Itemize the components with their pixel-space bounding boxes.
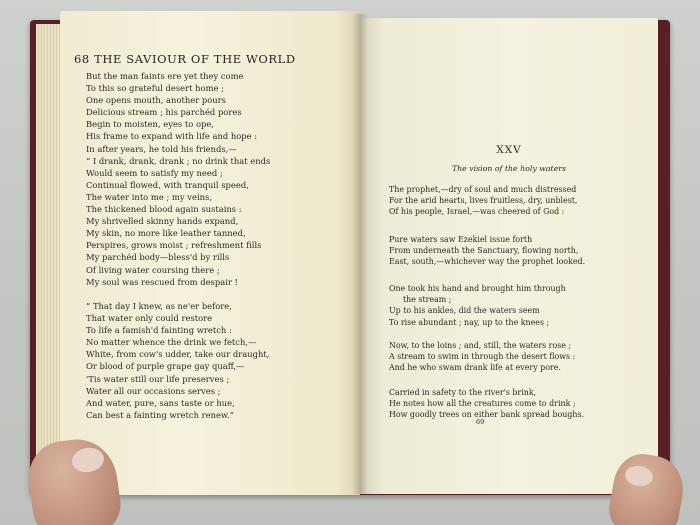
right-stanza-2 (389, 234, 585, 268)
verse-line: My shrivelled skinny hands expand, (86, 216, 239, 227)
right-stanza-1 (389, 184, 577, 218)
verse-line: But the man faints ere yet they come (86, 71, 244, 81)
verse-line: His frame to expand with life and hope : (86, 131, 258, 142)
verse-line: He notes how all the creatures come to drink ; (389, 399, 576, 409)
verse-line: Can best a fainting wretch renew.” (86, 409, 235, 420)
verse-line: One opens mouth, another pours (86, 95, 226, 106)
verse-line: To life a famish'd fainting wretch : (86, 325, 232, 336)
verse-line: Or blood of purple grape gay quaff,— (86, 361, 245, 372)
verse-line: The prophet,—dry of soul and much distressed (389, 185, 577, 194)
verse-line: A stream to swim in through the desert flows : (389, 352, 576, 362)
verse-line: In after years, he told his friends,— (86, 143, 237, 154)
verse-line: Of his people, Israel,—was cheered of God : (389, 207, 565, 217)
verse-line: Pure waters saw Ezekiel issue forth (389, 235, 533, 244)
verse-line: White, from cow's udder, take our draught, (86, 349, 270, 360)
left-stanza-2 (86, 300, 269, 421)
verse-line: Up to his ankles, did the waters seem (389, 306, 540, 316)
right-stanza-3 (389, 283, 566, 328)
verse-line: For the arid hearts, lives fruitless, dry, unblest, (389, 196, 578, 206)
running-head: 68 THE SAVIOUR OF THE WORLD (74, 52, 296, 66)
left-stanza-1 (86, 70, 270, 288)
right-stanza-4 (389, 340, 575, 374)
verse-line: Now, to the loins ; and, still, the waters rose ; (389, 341, 572, 350)
page-number: 69 (476, 418, 485, 426)
verse-line: My skin, no more like leather tanned, (86, 228, 246, 239)
section-title: The vision of the holy waters (451, 164, 567, 173)
verse-line: the stream ; (403, 295, 452, 305)
verse-line: Perspires, grows moist ; refreshment fills (86, 240, 262, 251)
verse-line: That water only could restore (86, 313, 213, 324)
verse-line: How goodly trees on either bank spread boughs. (389, 410, 585, 420)
verse-line: Of living water coursing there ; (86, 264, 220, 275)
verse-line: “ That day I knew, as ne'er before, (86, 301, 232, 311)
verse-line: “ I drank, drank, drank ; no drink that ends (86, 155, 271, 166)
verse-line: To this so grateful desert home ; (86, 83, 224, 94)
verse-line: East, south,—whichever way the prophet looked. (389, 257, 586, 267)
verse-line: And he who swam drank life at every pore. (389, 363, 561, 373)
verse-line: Water all our occasions serves ; (86, 385, 221, 396)
verse-line: Would seem to satisfy my need ; (86, 167, 223, 178)
verse-line: And water, pure, sans taste or hue, (86, 397, 235, 408)
section-number: XXV (496, 144, 522, 156)
page-edges (36, 24, 62, 490)
verse-line: The water into me ; my veins, (86, 191, 212, 202)
verse-line: From underneath the Sanctuary, flowing north, (389, 246, 579, 256)
verse-line: 'Tis water still our life preserves ; (86, 373, 230, 384)
verse-line: Delicious stream ; his parchéd pores (86, 107, 242, 118)
verse-line: One took his hand and brought him through (389, 284, 566, 293)
verse-line: The thickened blood again sustains : (86, 204, 242, 215)
verse-line: Continual flowed, with tranquil speed, (86, 179, 249, 190)
book-gutter (352, 14, 368, 494)
verse-line: No matter whence the drink we fetch,— (86, 337, 257, 348)
verse-line: My parchéd body—bless'd by rills (86, 252, 230, 263)
verse-line: Carried in safety to the river's brink, (389, 388, 537, 397)
verse-line: To rise abundant ; nay, up to the knees ; (389, 317, 550, 327)
verse-line: Begin to moisten, eyes to ope, (86, 119, 214, 130)
right-stanza-5 (389, 387, 584, 421)
verse-line: My soul was rescued from despair ! (86, 276, 238, 287)
